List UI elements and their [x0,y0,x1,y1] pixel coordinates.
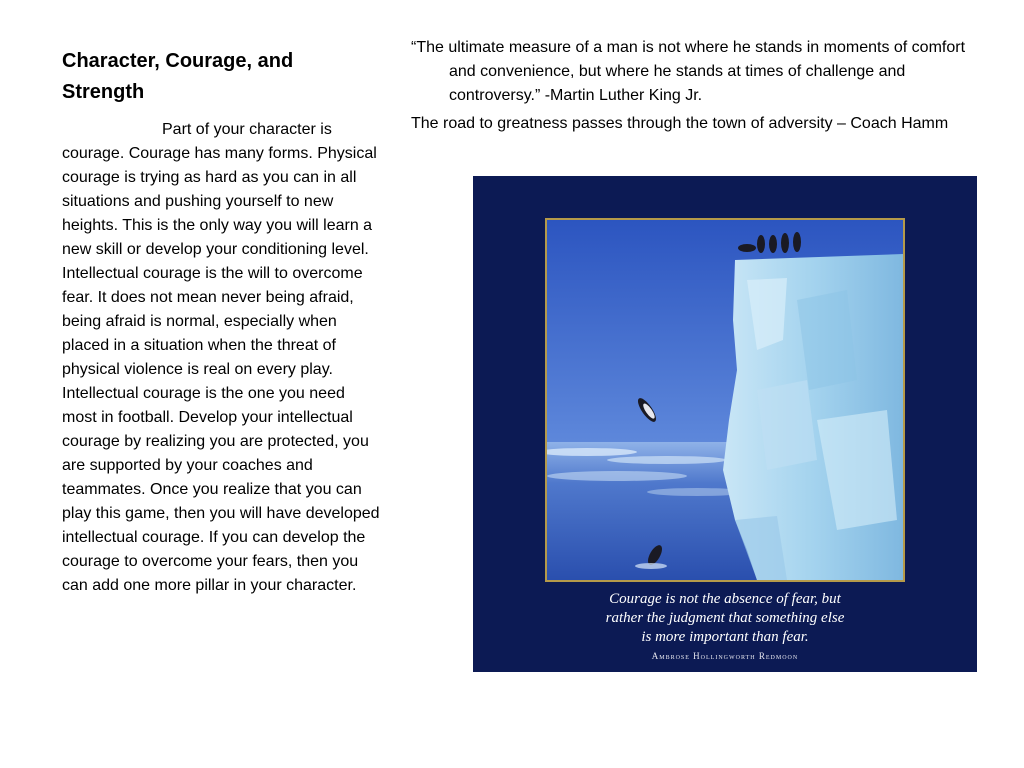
poster-quote-line: Courage is not the absence of fear, but [609,591,841,607]
penguins-iceberg-illustration [547,220,903,580]
quote-coach-hamm: The road to greatness passes through the town of adversity – Coach Hamm [411,115,949,132]
poster-quote-author: Ambrose Hollingworth Redmoon [651,651,799,661]
poster-photo [545,218,905,582]
poster-quote-line: rather the judgment that something else [605,610,845,626]
slide-title: Character, Courage, and Strength [62,50,294,103]
quotes-block [411,36,971,140]
courage-poster-image [473,176,977,672]
slide-body-text: Part of your character is courage. Courage has many forms. Physical courage is trying as hard as you can in all situations and pushing yourself to new heights. This is the only way you will learn a new skill or develop your conditioning level. Intellectual courage is the will to overcome fear. It does not mean never being afraid, being afraid is normal, especially when placed in a situation when the threat of physical violence is real on every play. Intellectual courage is the one you need most in football. Develop your intellectual courage by realizing you are protected, you are supported by your coaches and teammates. Once you realize that you can play this game, then you will have developed intellectual courage. If you can develop the courage to overcome your fears, then you can add one more pillar in your character. [62,121,380,594]
quote-mlk: “The ultimate measure of a man is not where he stands in moments of comfort and convenience, but where he stands at times of challenge and controversy.” -Martin Luther King Jr. [411,39,966,104]
poster-quote-line: is more important than fear. [641,629,809,645]
poster-quote [473,590,977,647]
